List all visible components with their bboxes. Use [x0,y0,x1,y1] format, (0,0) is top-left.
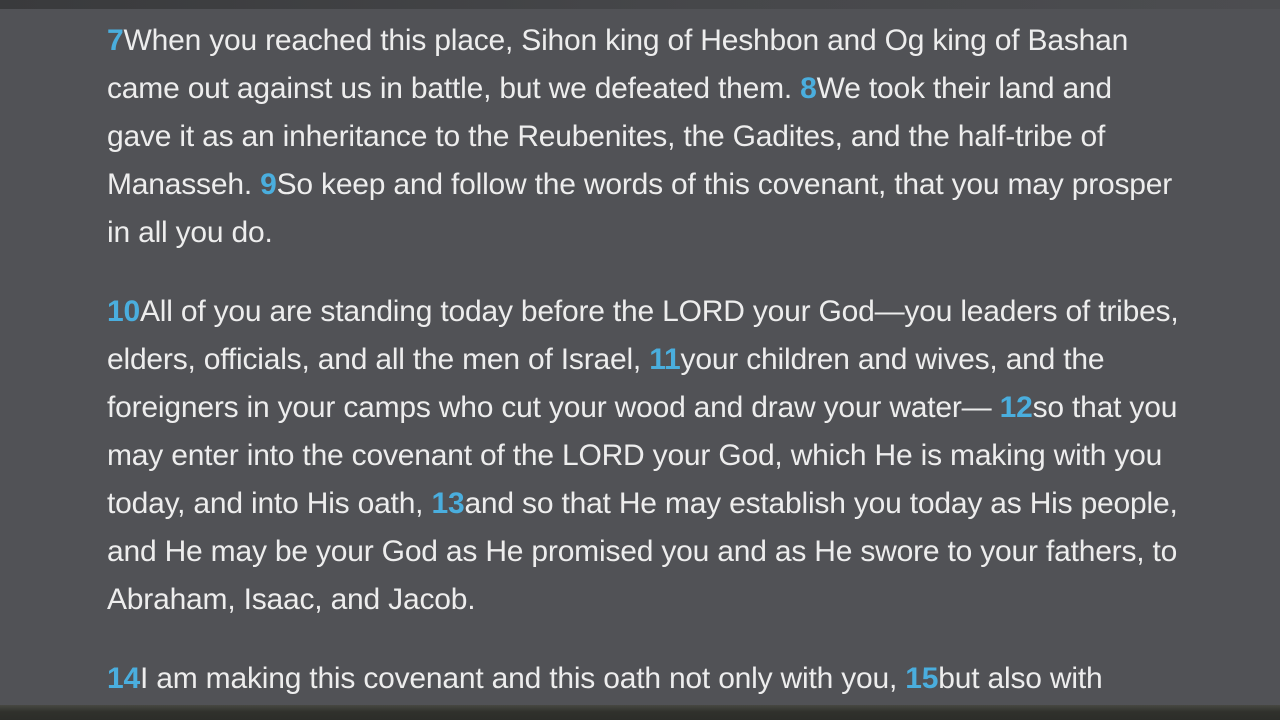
verse-number: 12 [999,391,1033,424]
verse-number: 9 [260,168,277,201]
verse-number: 11 [649,343,681,376]
verse-number: 14 [107,662,140,695]
verse-text: When you reached this place, Sihon king of Heshbon and Og king of Bashan came out against us in battle, but we defeated them. [107,24,1129,105]
verse-paragraph [107,17,1180,257]
bottom-letterbox-bar [0,705,1280,720]
scripture-reading-area[interactable] [0,9,1280,706]
top-letterbox-bar [0,0,1280,9]
verse-text: but also with [938,662,1103,695]
verse-number: 8 [800,72,817,105]
verse-text: So keep and follow the words of this covenant, that you may prosper in all you do. [107,168,1173,249]
verse-text: We took their land and gave it as an inheritance to the Reubenites, the Gadites, and the half-tribe of Manasseh. [107,72,1112,201]
verse-text: All of you are standing today before the LORD your God—you leaders of tribes, elders, officials, and all the men of Israel, [107,295,1179,376]
verse-number: 13 [431,487,465,520]
verse-text: so that you may enter into the covenant of the LORD your God, which He is making with you today, and into His oath, [107,391,1178,520]
verse-paragraph [107,655,1180,703]
scripture-text [107,17,1180,703]
verse-number: 7 [107,24,124,57]
verse-number: 10 [107,295,140,328]
verse-text: your children and wives, and the foreigners in your camps who cut your wood and draw your water— [107,343,1105,424]
verse-text: I am making this covenant and this oath not only with you, [139,662,906,695]
verse-text: and so that He may establish you today as His people, and He may be your God as He promised you and as He swore to your fathers, to Abraham, Isaac, and Jacob. [107,487,1178,616]
verse-number: 15 [905,662,939,695]
verse-paragraph [107,288,1180,624]
